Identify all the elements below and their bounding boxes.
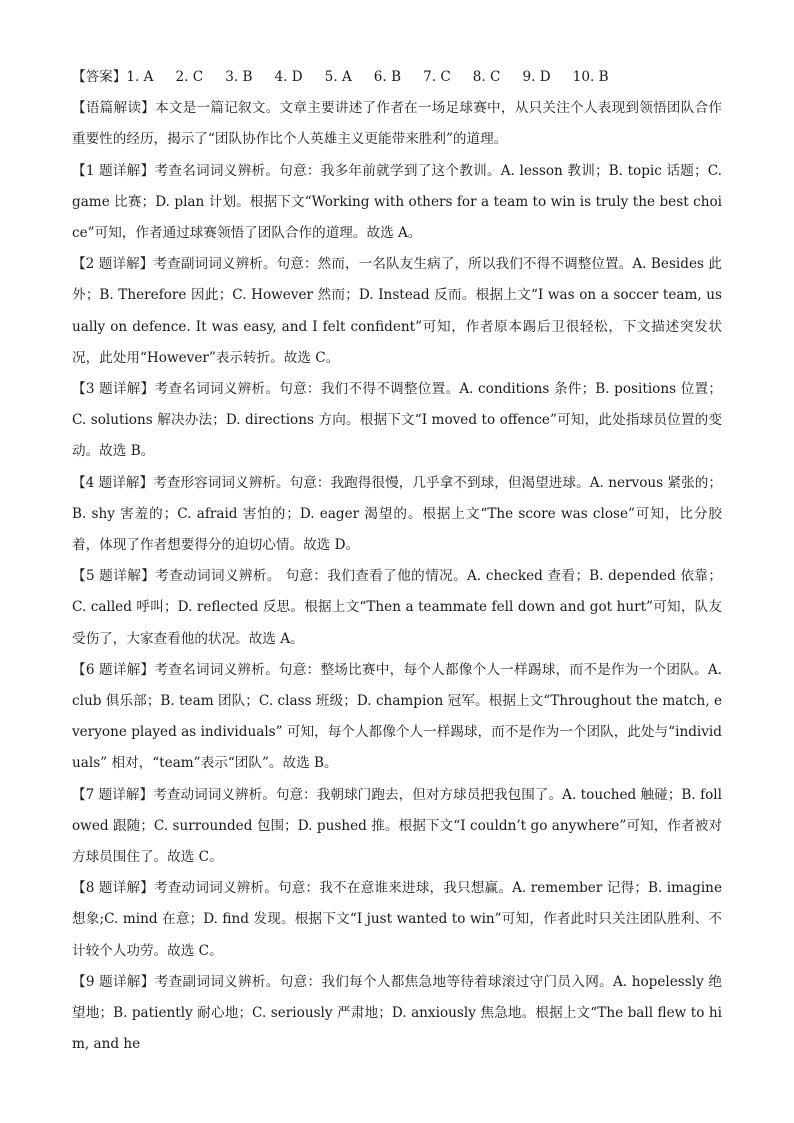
explanation-1	[72, 156, 722, 250]
explanation-text: 考查形容词词义辨析。句意：我跑得很慢，几乎拿不到球，但渴望进球。A. nervous 紧张的；B. shy 害羞的；C. afraid 害怕的；D. eager 渴望的。根据上文“The score was close”可知，比分胶着，体现了作者想要得分的迫切心情。故选 D。	[72, 474, 722, 554]
explanation-text: 考查动词词义辨析。句意：我朝球门跑去，但对方球员把我包围了。A. touched 触碰；B. followed 跟随；C. surrounded 包围；D. pushed 推。根据下文“I couldn’t go anywhere”可知，作者被对方球员围住了。故选 C。	[72, 786, 722, 866]
explanation-3	[72, 374, 722, 468]
explanation-4	[72, 468, 722, 562]
explanation-2	[72, 249, 722, 374]
explanation-text: 考查名词词义辨析。句意：我们不得不调整位置。A. conditions 条件；B. positions 位置；C. solutions 解决办法；D. directions 方向。根据下文“I moved to offence”可知，此处指球员位置的变动。故选 B。	[72, 381, 722, 460]
explanation-label: 【3 题详解】	[72, 381, 155, 398]
explanation-8	[72, 873, 722, 967]
explanation-6	[72, 655, 722, 780]
explanation-text: 考查副词词义辨析。句意：然而，一名队友生病了，所以我们不得不调整位置。A. Besides 此外；B. Therefore 因此；C. However 然而；D. Instead 反而。根据上文“I was on a soccer team, usually on defence. It was easy, and I felt confident”可知，作者原本踢后卫很轻松，下文描述突发状况，此处用“However”表示转折。故选 C。	[72, 256, 722, 366]
explanation-label: 【2 题详解】	[72, 256, 154, 273]
explanation-label: 【5 题详解】	[72, 568, 156, 585]
answer-item: 8. C	[472, 69, 501, 85]
answer-item: 2. C	[175, 69, 204, 85]
answer-item: 4. D	[274, 69, 303, 85]
answer-item: 5. A	[324, 69, 352, 85]
explanation-label: 【1 题详解】	[72, 162, 155, 179]
explanation-label: 【6 题详解】	[72, 661, 155, 678]
explanation-text: 考查副词词义辨析。句意：我们每个人都焦急地等待着球滚过守门员入网。A. hopelessly 绝望地；B. patiently 耐心地；C. seriously 严肃地；D. anxiously 焦急地。根据上文“The ball flew to him, and he	[72, 973, 722, 1053]
explanation-text: 考查名词词义辨析。句意：我多年前就学到了这个教训。A. lesson 教训；B. topic 话题；C. game 比赛；D. plan 计划。根据下文“Working with others for a team to win is truly the best choice”可知，作者通过球赛领悟了团队合作的道理。故选 A。	[72, 162, 722, 242]
passage-analysis-text: 本文是一篇记叙文。文章主要讲述了作者在一场足球赛中，从只关注个人表现到领悟团队合作重要性的经历，揭示了“团队协作比个人英雄主义更能带来胜利”的道理。	[72, 100, 723, 148]
explanation-text: 考查名词词义辨析。句意：整场比赛中，每个人都像个人一样踢球，而不是作为一个团队。A. club 俱乐部；B. team 团队；C. class 班级；D. champion 冠军。根据上文“Throughout the match, everyone played as individuals” 可知，每个人都像个人一样踢球，而不是作为一个团队，此处与“individuals” 相对，“team”表示“团队”。故选 B。	[72, 661, 722, 772]
document-page	[72, 62, 722, 1061]
explanation-5	[72, 561, 722, 655]
passage-analysis	[72, 93, 722, 155]
answer-key	[72, 62, 722, 93]
explanation-label: 【7 题详解】	[72, 786, 154, 803]
answer-item: 6. B	[373, 69, 402, 85]
answer-item: 7. C	[423, 69, 451, 85]
explanation-text: 考查动词词义辨析。句意：我不在意谁来进球，我只想赢。A. remember 记得；B. imagine 想象;C. mind 在意；D. find 发现。根据下文“I just wanted to win”可知，作者此时只关注团队胜利、不计较个人功劳。故选 C。	[72, 880, 722, 959]
answer-item: 10. B	[572, 69, 609, 85]
answer-key-label: 【答案】	[72, 69, 127, 85]
answer-item: 1. A	[126, 69, 154, 85]
explanation-label: 【9 题详解】	[72, 973, 155, 990]
explanation-9	[72, 967, 722, 1061]
passage-analysis-label: 【语篇解读】	[72, 100, 156, 117]
explanation-text: 考查动词词义辨析。 句意：我们查看了他的情况。A. checked 查看；B. depended 依靠；C. called 呼叫；D. reflected 反思。根据上文“Then a teammate fell down and got hurt”可知，队友受伤了，大家查看他的状况。故选 A。	[72, 568, 722, 647]
answer-item: 3. B	[225, 69, 253, 85]
answer-item: 9. D	[522, 69, 551, 85]
explanation-7	[72, 780, 722, 874]
explanation-label: 【4 题详解】	[72, 474, 154, 491]
explanation-label: 【8 题详解】	[72, 880, 155, 897]
